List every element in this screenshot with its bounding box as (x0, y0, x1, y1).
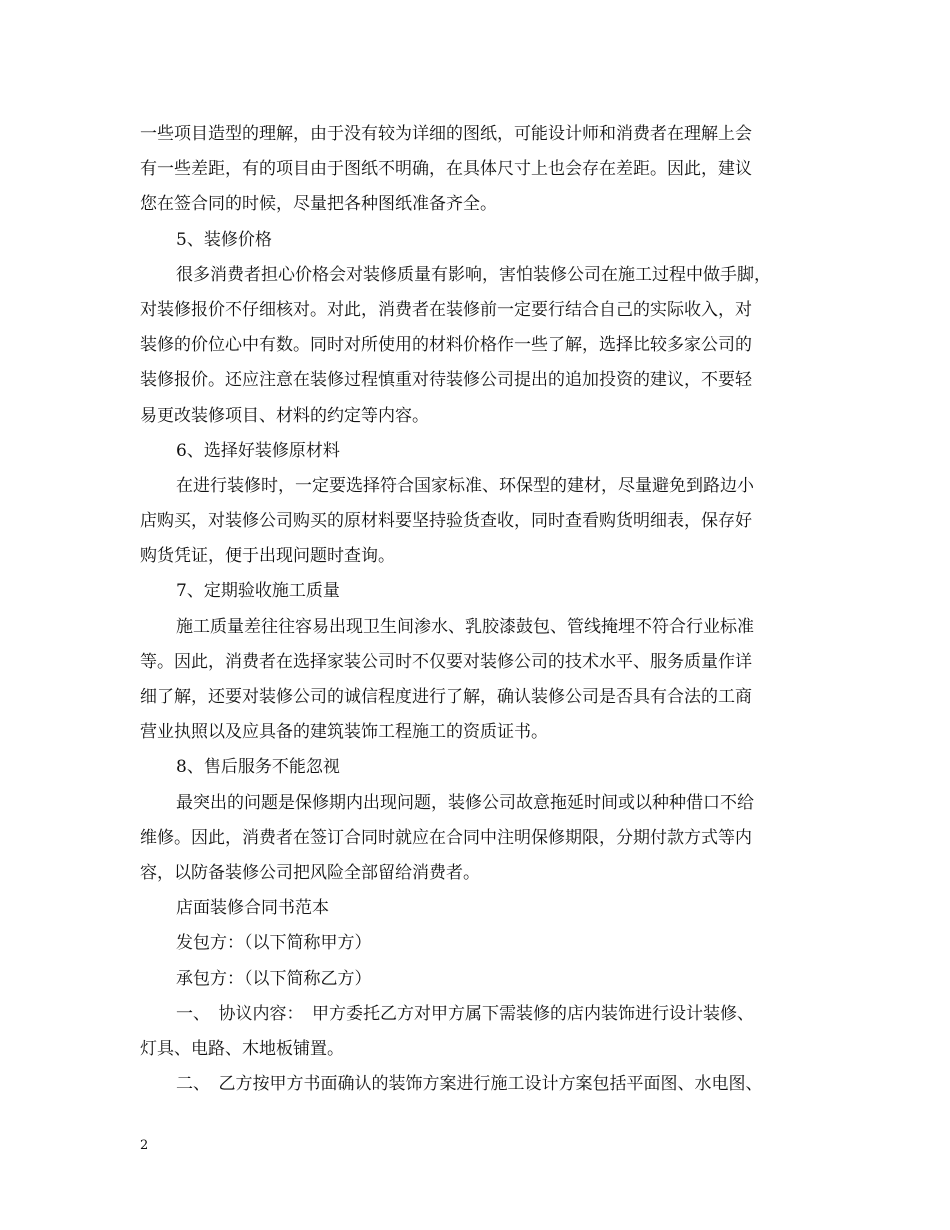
text-line: 最突出的问题是保修期内出现问题，装修公司故意拖延时间或以种种借口不给 (176, 792, 754, 813)
text-line: 装修的价位心中有数。同时对所使用的材料价格作一些了解，选择比较多家公司的 (140, 335, 752, 356)
text-line: 对装修报价不仔细核对。对此，消费者在装修前一定要行结合自己的实际收入，对 (140, 299, 752, 320)
text-line: 一些项目造型的理解，由于没有较为详细的图纸，可能设计师和消费者在理解上会 (140, 124, 752, 144)
body-text (140, 117, 824, 1102)
text-line: 您在签合同的时候，尽量把各种图纸准备齐全。 (140, 194, 497, 215)
text-line: 店购买，对装修公司购买的原材料要坚持验货查收，同时查看购货明细表，保存好 (140, 511, 752, 532)
text-line: 店面装修合同书范本 (176, 898, 329, 919)
text-line: 二、 乙方按甲方书面确认的装饰方案进行施工设计方案包括平面图、水电图、 (176, 1074, 763, 1095)
text-line: 在进行装修时，一定要选择符合国家标准、环保型的建材，尽量避免到路边小 (176, 475, 754, 496)
text-line: 8、售后服务不能忽视 (176, 757, 340, 778)
text-line: 营业执照以及应具备的建筑装饰工程施工的资质证书。 (140, 722, 548, 743)
text-line: 有一些差距，有的项目由于图纸不明确，在具体尺寸上也会存在差距。因此，建议 (140, 159, 752, 180)
text-line: 一、 协议内容： 甲方委托乙方对甲方属下需装修的店内装饰进行设计装修、 (176, 1003, 754, 1024)
text-line: 细了解，还要对装修公司的诚信程度进行了解，确认装修公司是否具有合法的工商 (140, 687, 752, 707)
text-line: 承包方：（以下简称乙方） (176, 968, 372, 989)
text-line: 维修。因此，消费者在签订合同时就应在合同中注明保修期限，分期付款方式等内 (140, 827, 752, 848)
text-line: 6、选择好装修原材料 (176, 440, 340, 461)
text-line: 等。因此，消费者在选择家装公司时不仅要对装修公司的技术水平、服务质量作详 (140, 651, 752, 672)
text-line: 施工质量差往往容易出现卫生间渗水、乳胶漆鼓包、管线掩埋不符合行业标准 (176, 616, 754, 637)
text-line: 很多消费者担心价格会对装修质量有影响，害怕装修公司在施工过程中做手脚， (176, 264, 771, 285)
text-line: 灯具、电路、木地板铺置。 (140, 1038, 344, 1059)
text-line: 7、定期验收施工质量 (176, 581, 340, 602)
page-number: 2 (140, 1138, 149, 1153)
text-line: 易更改装修项目、材料的约定等内容。 (140, 405, 429, 426)
text-line: 5、装修价格 (176, 229, 272, 250)
text-line: 装修报价。还应注意在装修过程慎重对待装修公司提出的追加投资的建议，不要轻 (140, 370, 752, 391)
text-line: 容，以防备装修公司把风险全部留给消费者。 (140, 862, 480, 883)
text-line: 购货凭证，便于出现问题时查询。 (140, 546, 395, 567)
text-line: 发包方：（以下简称甲方） (176, 933, 372, 954)
